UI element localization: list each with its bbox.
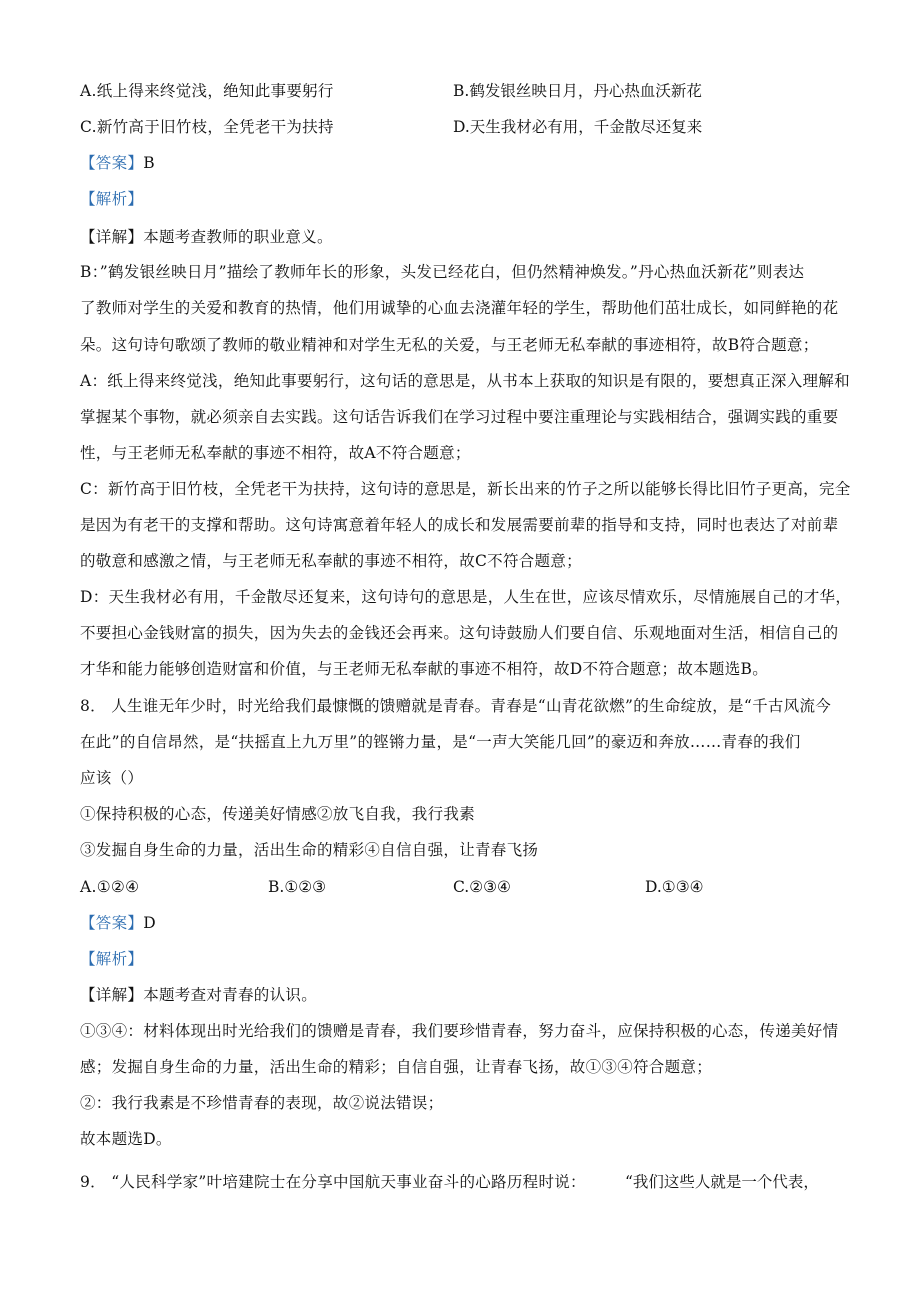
q8-answer: D bbox=[143, 914, 156, 932]
q8-option-d: D.①③④ bbox=[645, 878, 704, 896]
q8-answer-line bbox=[80, 911, 156, 935]
q8-option-c: C.②③④ bbox=[453, 878, 511, 896]
q7-option-c: C.新竹高于旧竹枝，全凭老干为扶持 bbox=[80, 118, 334, 136]
q7-answer-line bbox=[80, 151, 155, 175]
q7-option-a: A.纸上得来终觉浅，绝知此事要躬行 bbox=[80, 82, 334, 100]
q9-stem-left: 9． “人民科学家”叶培建院士在分享中国航天事业奋斗的心路历程时说： bbox=[80, 1173, 586, 1191]
q8-analysis-tag: 【解析】 bbox=[80, 950, 144, 968]
q7-line: A：纸上得来终觉浅，绝知此事要躬行，这句话的意思是，从书本上获取的知识是有限的，要想真正深入理解和 bbox=[80, 372, 850, 390]
q7-line: 不要担心金钱财富的损失，因为失去的金钱还会再来。这句诗鼓励人们要自信、乐观地面对生活，相信自己的 bbox=[80, 624, 839, 642]
q8-line: 故本题选D。 bbox=[80, 1130, 172, 1148]
q7-detail: 【详解】本题考查教师的职业意义。 bbox=[80, 228, 333, 246]
q7-line: 了教师对学生的关爱和教育的热情，他们用诚挚的心血去浇灌年轻的学生，帮助他们茁壮成长，如同鲜艳的花 bbox=[80, 299, 839, 317]
q7-line: 是因为有老干的支撑和帮助。这句诗寓意着年轻人的成长和发展需要前辈的指导和支持，同时也表达了对前辈 bbox=[80, 516, 839, 534]
q7-option-d: D.天生我材必有用，千金散尽还复来 bbox=[453, 118, 703, 136]
answer-tag: 【答案】 bbox=[80, 914, 144, 932]
answer-tag: 【答案】 bbox=[80, 154, 144, 172]
q9-stem-right: “我们这些人就是一个代表， bbox=[625, 1173, 819, 1191]
q8-line: ②：我行我素是不珍惜青春的表现，故②说法错误； bbox=[80, 1094, 444, 1112]
q8-item-line: ①保持积极的心态，传递美好情感②放飞自我，我行我素 bbox=[80, 805, 476, 823]
q7-line: 性，与王老师无私奉献的事迹不相符，故A不符合题意； bbox=[80, 444, 471, 462]
q7-answer: B bbox=[143, 154, 155, 172]
q8-stem-line: 8． 人生谁无年少时，时光给我们最慷慨的馈赠就是青春。青春是“山青花欲燃”的生命绽放，是“千古风流今 bbox=[80, 697, 832, 715]
q8-line: ①③④：材料体现出时光给我们的馈赠是青春，我们要珍惜青春，努力奋斗，应保持积极的心态，传递美好情 bbox=[80, 1022, 839, 1040]
q7-option-b: B.鹤发银丝映日月，丹心热血沃新花 bbox=[453, 82, 702, 100]
q7-line: D：天生我材必有用，千金散尽还复来，这句诗句的意思是，人生在世，应该尽情欢乐，尽情施展自己的才华， bbox=[80, 588, 852, 606]
q7-analysis-tag: 【解析】 bbox=[80, 190, 144, 208]
q8-option-a: A.①②④ bbox=[80, 878, 140, 896]
q7-line: 掌握某个事物，就必须亲自去实践。这句话告诉我们在学习过程中要注重理论与实践相结合，强调实践的重要 bbox=[80, 408, 839, 426]
q7-line: 朵。这句诗句歌颂了教师的敬业精神和对学生无私的关爱，与王老师无私奉献的事迹相符，故B符合题意； bbox=[80, 336, 819, 354]
q8-item-line: ③发掘自身生命的力量，活出生命的精彩④自信自强，让青春飞扬 bbox=[80, 841, 539, 859]
q8-detail: 【详解】本题考查对青春的认识。 bbox=[80, 986, 318, 1004]
q8-stem-line: 应该（） bbox=[80, 769, 144, 787]
q7-line: C：新竹高于旧竹枝，全凭老干为扶持，这句诗的意思是，新长出来的竹子之所以能够长得比旧竹子更高，完全 bbox=[80, 480, 851, 498]
q7-line: B：”鹤发银丝映日月”描绘了教师年长的形象，头发已经花白，但仍然精神焕发。”丹心热血沃新花”则表达 bbox=[80, 263, 805, 281]
q8-line: 感；发掘自身生命的力量，活出生命的精彩；自信自强，让青春飞扬，故①③④符合题意； bbox=[80, 1058, 713, 1076]
q7-line: 才华和能力能够创造财富和价值，与王老师无私奉献的事迹不相符，故D不符合题意；故本题选B。 bbox=[80, 660, 769, 678]
q8-option-b: B.①②③ bbox=[268, 878, 327, 896]
q8-stem-line: 在此”的自信昂然，是“扶摇直上九万里”的铿锵力量，是“一声大笑能几回”的豪迈和奔放……青春的我们 bbox=[80, 733, 801, 751]
q7-line: 的敬意和感激之情，与王老师无私奉献的事迹不相符，故C不符合题意； bbox=[80, 552, 582, 570]
